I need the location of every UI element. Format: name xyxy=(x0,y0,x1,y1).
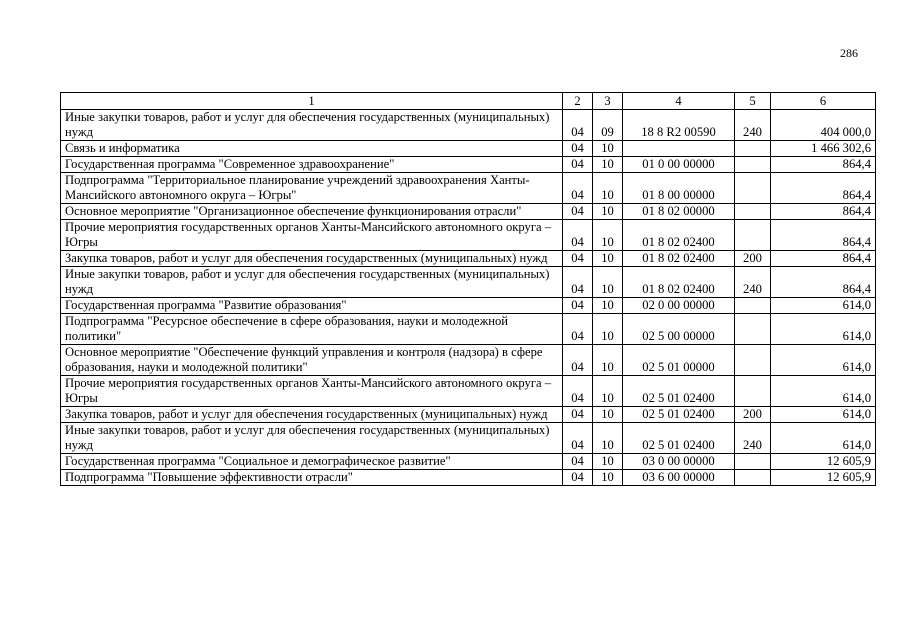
row-name-cell: Государственная программа "Социальное и демографическое развитие" xyxy=(61,454,563,470)
expense-type-cell xyxy=(735,157,771,173)
section-code-cell: 04 xyxy=(563,110,593,141)
table-row xyxy=(61,173,876,204)
subsection-code-cell: 10 xyxy=(593,267,623,298)
section-code-cell: 04 xyxy=(563,157,593,173)
section-code-cell: 04 xyxy=(563,407,593,423)
target-article-cell: 01 8 02 02400 xyxy=(623,220,735,251)
table-row xyxy=(61,470,876,486)
column-header-5: 5 xyxy=(735,93,771,110)
column-header-6: 6 xyxy=(771,93,876,110)
expense-type-cell: 240 xyxy=(735,267,771,298)
header-row xyxy=(61,93,876,110)
table-row xyxy=(61,157,876,173)
row-name-cell: Иные закупки товаров, работ и услуг для обеспечения государственных (муниципальных) нужд xyxy=(61,267,563,298)
section-code-cell: 04 xyxy=(563,141,593,157)
table-row xyxy=(61,376,876,407)
target-article-cell: 01 8 00 00000 xyxy=(623,173,735,204)
amount-cell: 614,0 xyxy=(771,376,876,407)
expense-type-cell xyxy=(735,376,771,407)
row-name-cell: Подпрограмма "Ресурсное обеспечение в сфере образования, науки и молодежной политики" xyxy=(61,314,563,345)
amount-cell: 864,4 xyxy=(771,204,876,220)
table-row xyxy=(61,298,876,314)
row-name-cell: Подпрограмма "Территориальное планирование учреждений здравоохранения Ханты-Мансийского автономного округа – Югры" xyxy=(61,173,563,204)
target-article-cell: 18 8 R2 00590 xyxy=(623,110,735,141)
table-header xyxy=(61,93,876,110)
table-body xyxy=(61,110,876,486)
expense-type-cell: 240 xyxy=(735,110,771,141)
row-name-cell: Основное мероприятие "Обеспечение функций управления и контроля (надзора) в сфере образования, науки и молодежной политики" xyxy=(61,345,563,376)
expense-type-cell xyxy=(735,220,771,251)
table-row xyxy=(61,407,876,423)
expense-type-cell xyxy=(735,314,771,345)
amount-cell: 614,0 xyxy=(771,298,876,314)
row-name-cell: Государственная программа "Современное здравоохранение" xyxy=(61,157,563,173)
section-code-cell: 04 xyxy=(563,220,593,251)
section-code-cell: 04 xyxy=(563,454,593,470)
table-row xyxy=(61,141,876,157)
target-article-cell: 03 0 00 00000 xyxy=(623,454,735,470)
table-row xyxy=(61,423,876,454)
table-row xyxy=(61,251,876,267)
subsection-code-cell: 10 xyxy=(593,454,623,470)
column-header-2: 2 xyxy=(563,93,593,110)
section-code-cell: 04 xyxy=(563,298,593,314)
subsection-code-cell: 10 xyxy=(593,251,623,267)
target-article-cell: 01 8 02 02400 xyxy=(623,251,735,267)
row-name-cell: Связь и информатика xyxy=(61,141,563,157)
table-row xyxy=(61,345,876,376)
subsection-code-cell: 09 xyxy=(593,110,623,141)
expense-type-cell xyxy=(735,345,771,376)
target-article-cell: 02 5 01 02400 xyxy=(623,407,735,423)
section-code-cell: 04 xyxy=(563,314,593,345)
table-row xyxy=(61,204,876,220)
expense-type-cell xyxy=(735,204,771,220)
target-article-cell: 02 0 00 00000 xyxy=(623,298,735,314)
expense-type-cell xyxy=(735,141,771,157)
subsection-code-cell: 10 xyxy=(593,423,623,454)
subsection-code-cell: 10 xyxy=(593,314,623,345)
amount-cell: 614,0 xyxy=(771,423,876,454)
target-article-cell: 01 0 00 00000 xyxy=(623,157,735,173)
amount-cell: 864,4 xyxy=(771,173,876,204)
table-row xyxy=(61,267,876,298)
section-code-cell: 04 xyxy=(563,267,593,298)
table-row xyxy=(61,110,876,141)
target-article-cell: 02 5 01 02400 xyxy=(623,423,735,454)
amount-cell: 614,0 xyxy=(771,345,876,376)
amount-cell: 864,4 xyxy=(771,220,876,251)
expense-type-cell: 200 xyxy=(735,407,771,423)
target-article-cell: 01 8 02 00000 xyxy=(623,204,735,220)
subsection-code-cell: 10 xyxy=(593,298,623,314)
section-code-cell: 04 xyxy=(563,423,593,454)
amount-cell: 614,0 xyxy=(771,407,876,423)
row-name-cell: Основное мероприятие "Организационное обеспечение функционирования отрасли" xyxy=(61,204,563,220)
row-name-cell: Прочие мероприятия государственных органов Ханты-Мансийского автономного округа – Югры xyxy=(61,376,563,407)
table-row xyxy=(61,454,876,470)
amount-cell: 864,4 xyxy=(771,157,876,173)
expense-type-cell xyxy=(735,298,771,314)
row-name-cell: Государственная программа "Развитие образования" xyxy=(61,298,563,314)
row-name-cell: Иные закупки товаров, работ и услуг для обеспечения государственных (муниципальных) нужд xyxy=(61,110,563,141)
row-name-cell: Иные закупки товаров, работ и услуг для обеспечения государственных (муниципальных) нужд xyxy=(61,423,563,454)
subsection-code-cell: 10 xyxy=(593,141,623,157)
amount-cell: 864,4 xyxy=(771,267,876,298)
section-code-cell: 04 xyxy=(563,204,593,220)
row-name-cell: Прочие мероприятия государственных органов Ханты-Мансийского автономного округа – Югры xyxy=(61,220,563,251)
row-name-cell: Закупка товаров, работ и услуг для обеспечения государственных (муниципальных) нужд xyxy=(61,407,563,423)
target-article-cell: 03 6 00 00000 xyxy=(623,470,735,486)
amount-cell: 404 000,0 xyxy=(771,110,876,141)
expense-type-cell xyxy=(735,454,771,470)
table-row xyxy=(61,314,876,345)
amount-cell: 1 466 302,6 xyxy=(771,141,876,157)
section-code-cell: 04 xyxy=(563,251,593,267)
row-name-cell: Закупка товаров, работ и услуг для обеспечения государственных (муниципальных) нужд xyxy=(61,251,563,267)
target-article-cell: 02 5 01 00000 xyxy=(623,345,735,376)
expense-type-cell: 200 xyxy=(735,251,771,267)
target-article-cell: 02 5 01 02400 xyxy=(623,376,735,407)
amount-cell: 12 605,9 xyxy=(771,454,876,470)
budget-table xyxy=(60,92,876,486)
page-number: 286 xyxy=(840,46,858,60)
target-article-cell xyxy=(623,141,735,157)
section-code-cell: 04 xyxy=(563,345,593,376)
subsection-code-cell: 10 xyxy=(593,470,623,486)
expense-type-cell xyxy=(735,173,771,204)
section-code-cell: 04 xyxy=(563,376,593,407)
subsection-code-cell: 10 xyxy=(593,407,623,423)
target-article-cell: 01 8 02 02400 xyxy=(623,267,735,298)
subsection-code-cell: 10 xyxy=(593,376,623,407)
subsection-code-cell: 10 xyxy=(593,157,623,173)
column-header-1: 1 xyxy=(61,93,563,110)
subsection-code-cell: 10 xyxy=(593,173,623,204)
expense-type-cell: 240 xyxy=(735,423,771,454)
row-name-cell: Подпрограмма "Повышение эффективности отрасли" xyxy=(61,470,563,486)
column-header-3: 3 xyxy=(593,93,623,110)
column-header-4: 4 xyxy=(623,93,735,110)
amount-cell: 614,0 xyxy=(771,314,876,345)
subsection-code-cell: 10 xyxy=(593,204,623,220)
section-code-cell: 04 xyxy=(563,470,593,486)
amount-cell: 864,4 xyxy=(771,251,876,267)
target-article-cell: 02 5 00 00000 xyxy=(623,314,735,345)
subsection-code-cell: 10 xyxy=(593,345,623,376)
table-row xyxy=(61,220,876,251)
section-code-cell: 04 xyxy=(563,173,593,204)
subsection-code-cell: 10 xyxy=(593,220,623,251)
amount-cell: 12 605,9 xyxy=(771,470,876,486)
expense-type-cell xyxy=(735,470,771,486)
